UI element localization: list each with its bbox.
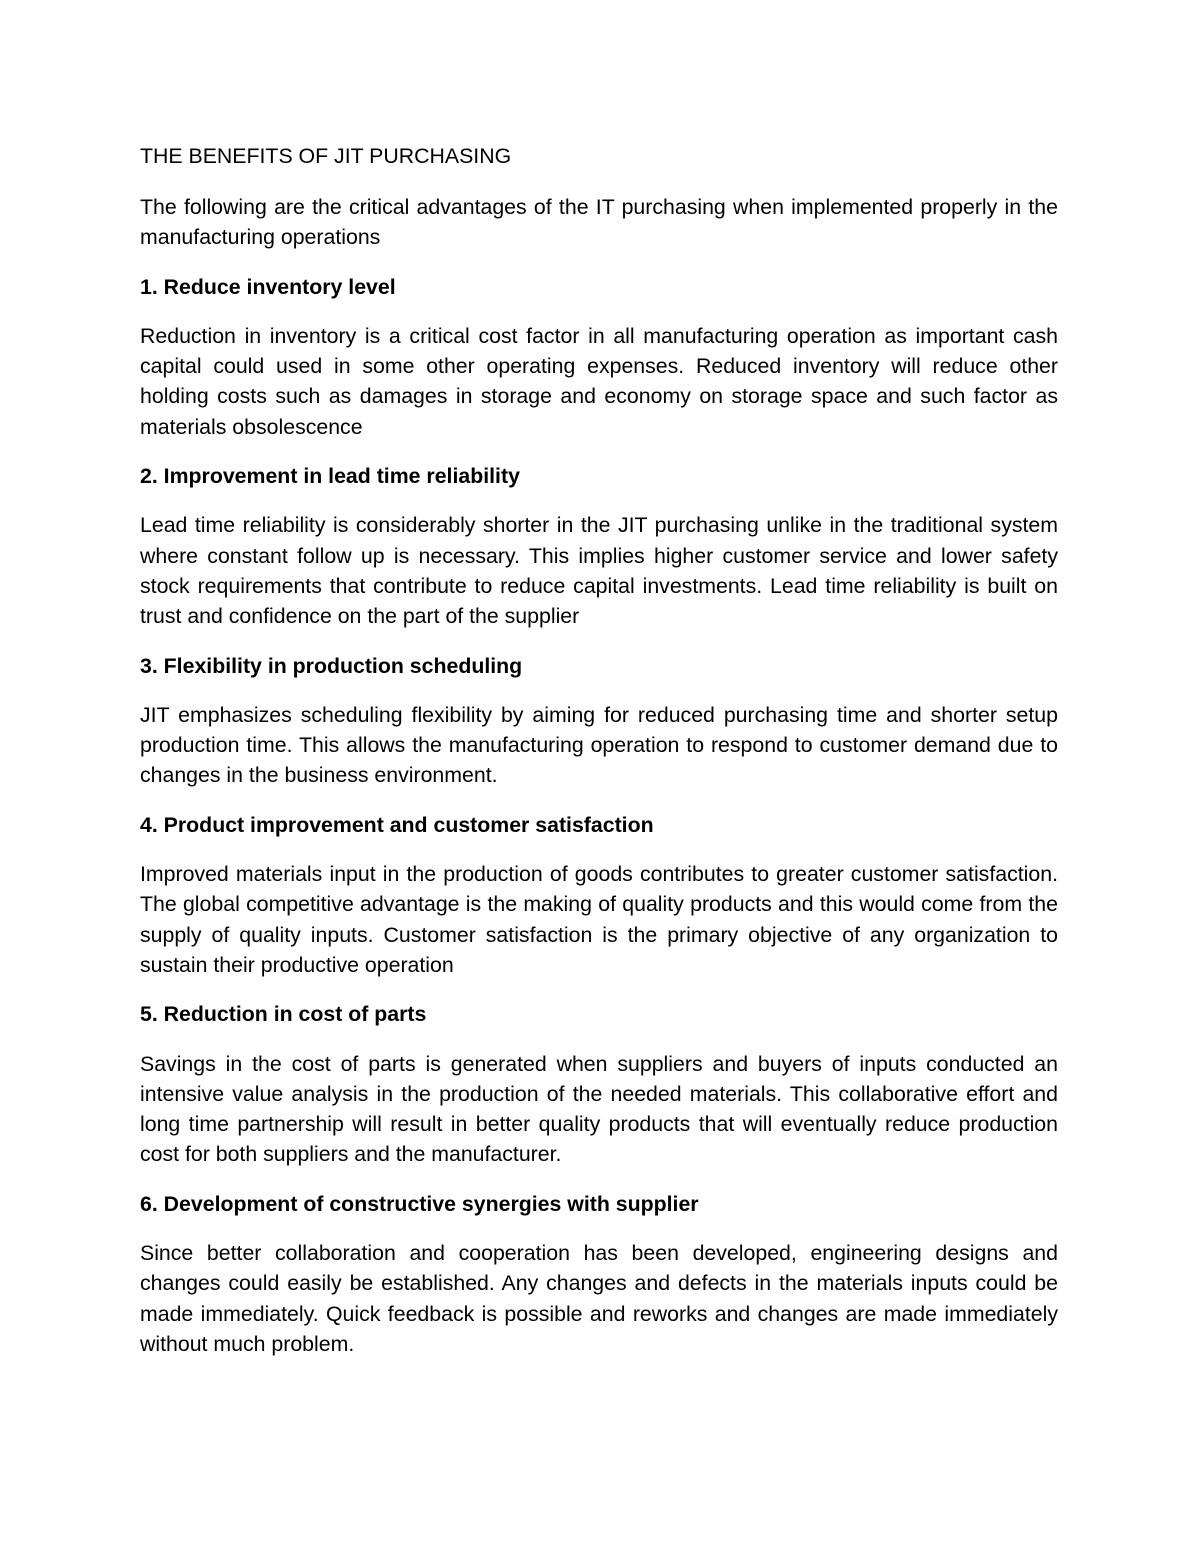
section-heading-1: 1. Reduce inventory level (140, 274, 396, 299)
document-title: THE BENEFITS OF JIT PURCHASING (140, 144, 512, 168)
section-body-6: Since better collaboration and cooperation has been developed, engineering designs and changes could easily be established. Any changes and defects in the materials inputs could be made immediately. Quick feedback is possible and reworks and changes are made immediately without much problem. (140, 1241, 1058, 1356)
section-heading-6: 6. Development of constructive synergies with supplier (140, 1191, 699, 1216)
section-heading-4: 4. Product improvement and customer satisfaction (140, 812, 654, 837)
section-body-3: JIT emphasizes scheduling flexibility by aiming for reduced purchasing time and shorter setup production time. This allows the manufacturing operation to respond to customer demand due to changes in the business environment. (140, 702, 1058, 788)
section-heading-3: 3. Flexibility in production scheduling (140, 653, 523, 678)
section-heading-5: 5. Reduction in cost of parts (140, 1002, 427, 1027)
section-body-5: Savings in the cost of parts is generated when suppliers and buyers of inputs conducted an intensive value analysis in the production of the needed materials. This collaborative effort and long time partnership will result in better quality products that will eventually reduce production cost for both suppliers and the manufacturer. (140, 1051, 1058, 1167)
section-body-2: Lead time reliability is considerably shorter in the JIT purchasing unlike in the traditional system where constant follow up is necessary. This implies higher customer service and lower safety stock requirements that contribute to reduce capital investments. Lead time reliability is built on trust and confidence on the part of the supplier (140, 513, 1058, 629)
section-body-4: Improved materials input in the production of goods contributes to greater customer satisfaction. The global competitive advantage is the making of quality products and this would come from the supply of quality inputs. Customer satisfaction is the primary objective of any organization to sustain their productive operation (140, 862, 1058, 977)
document-page (140, 139, 1058, 1378)
section-heading-2: 2. Improvement in lead time reliability (140, 464, 520, 489)
section-body-1: Reduction in inventory is a critical cost factor in all manufacturing operation as important cash capital could used in some other operating expenses. Reduced inventory will reduce other holding costs such as damages in storage and economy on storage space and such factor as materials obsolescence (140, 323, 1058, 439)
intro-paragraph: The following are the critical advantages of the IT purchasing when implemented properly in the manufacturing operations (140, 195, 1058, 250)
